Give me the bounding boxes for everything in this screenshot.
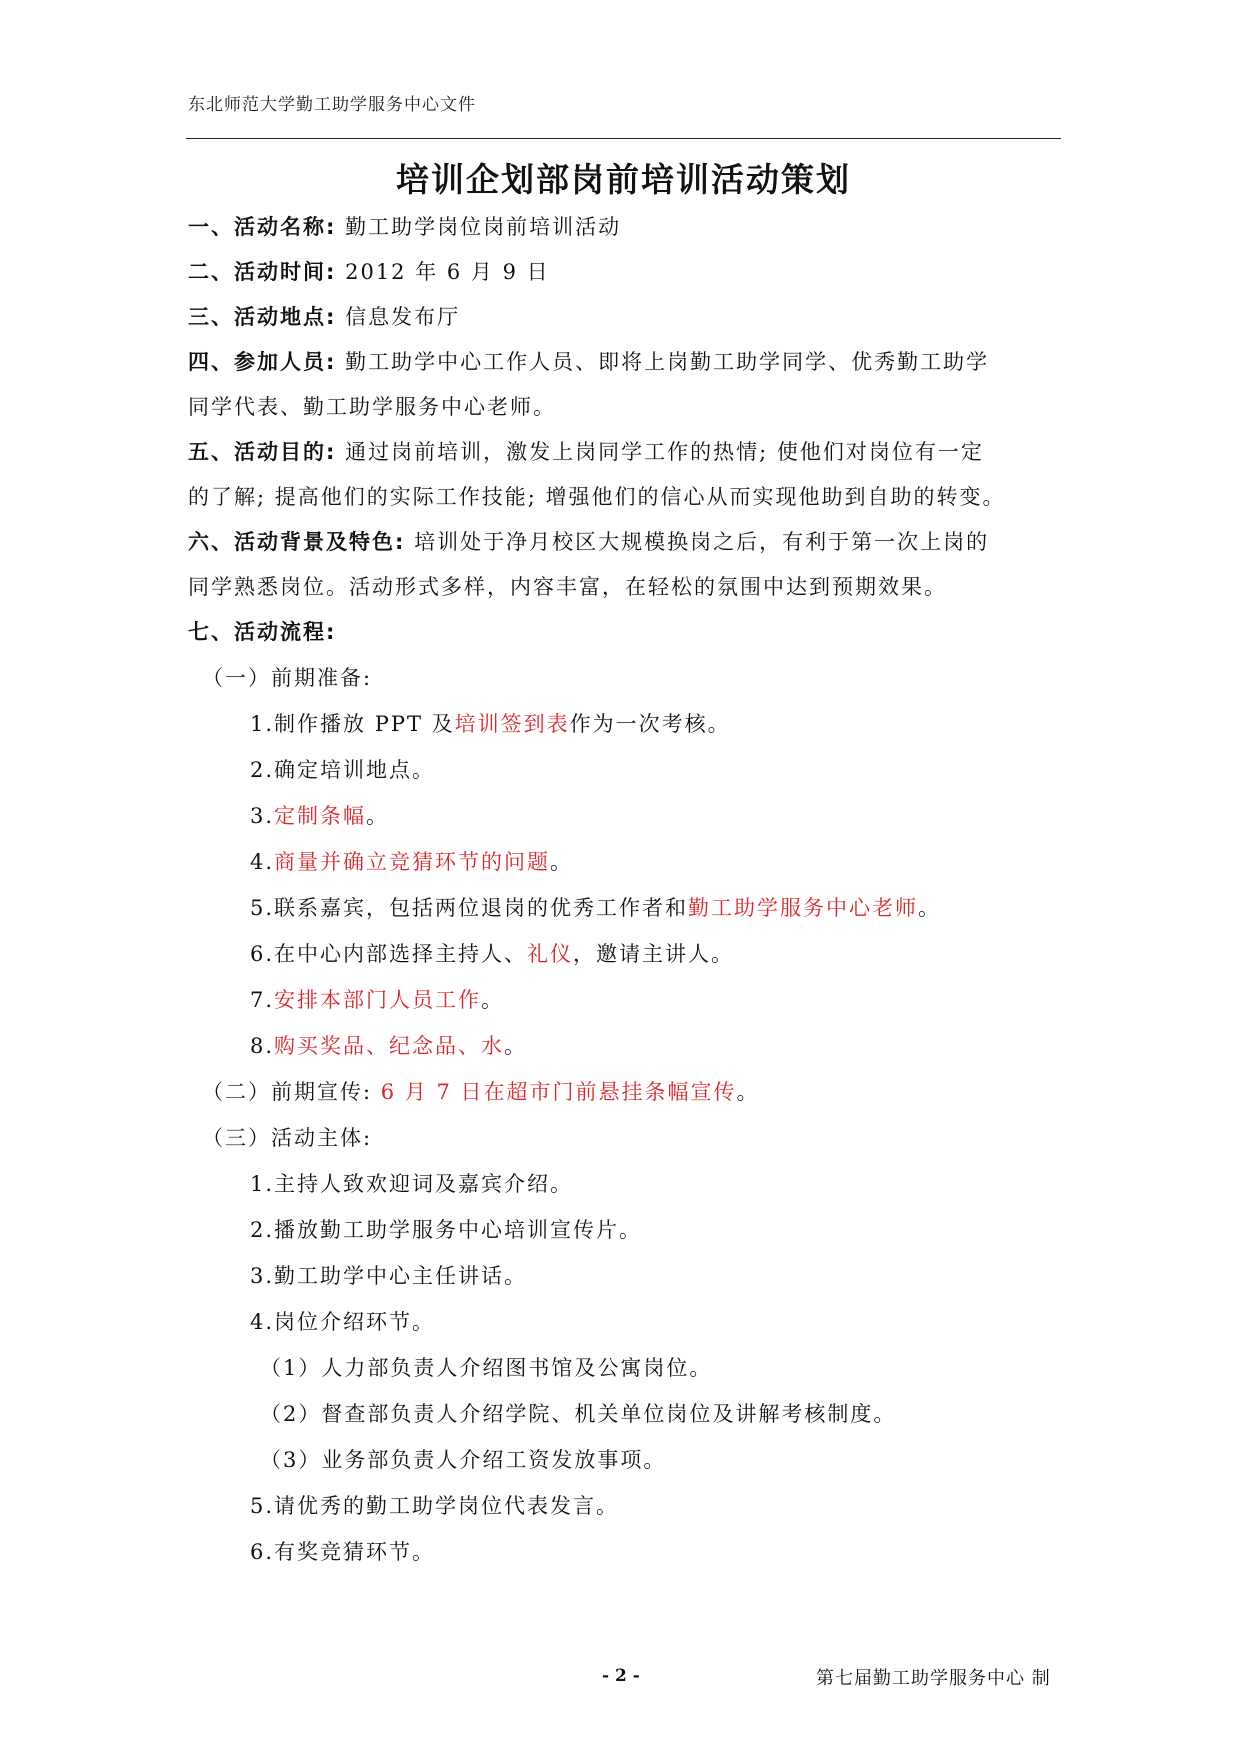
main-item-1: 1.主持人致欢迎词及嘉宾介绍。 (250, 1172, 574, 1196)
main-item-3: 3.勤工助学中心主任讲话。 (250, 1264, 528, 1288)
section-text-cont: 的了解; 提高他们的实际工作技能; 增强他们的信心从而实现他助到自助的转变。 (188, 485, 1006, 509)
section-text: 培训处于净月校区大规模换岗之后，有利于第一次上岗的 (414, 530, 990, 554)
section-text-cont: 同学代表、勤工助学服务中心老师。 (188, 395, 556, 419)
section-participants (188, 340, 1058, 430)
section-key: 三、活动地点: (188, 305, 337, 329)
section-text: 勤工助学岗位岗前培训活动 (345, 215, 622, 239)
section-activity-place (188, 295, 1058, 340)
main-item-4: 4.岗位介绍环节。 (250, 1310, 436, 1334)
section-key: 七、活动流程: (188, 620, 337, 644)
prep-item-1: 1.制作播放 PPT 及培训签到表作为一次考核。 (250, 712, 731, 736)
prep-item-4: 4.商量并确立竞猜环节的问题。 (250, 850, 574, 874)
page-number: - 2 - (602, 1666, 640, 1686)
header-rule (186, 138, 1061, 139)
prep-item-2: 2.确定培训地点。 (250, 758, 436, 782)
section-key: 六、活动背景及特色: (188, 530, 406, 554)
main-heading: （三）活动主体: (202, 1126, 373, 1150)
main-item-6: 6.有奖竞猜环节。 (250, 1540, 436, 1564)
main-item-4-sub-2: （2）督查部负责人介绍学院、机关单位岗位及讲解考核制度。 (260, 1402, 897, 1426)
section-activity-name (188, 205, 1058, 250)
footer-maker: 第七届勤工助学服务中心 制 (816, 1668, 1051, 1689)
section-background (188, 520, 1058, 610)
section-text-cont: 同学熟悉岗位。活动形式多样，内容丰富，在轻松的氛围中达到预期效果。 (188, 575, 947, 599)
section-key: 二、活动时间: (188, 260, 337, 284)
main-item-4-sub-3: （3）业务部负责人介绍工资发放事项。 (260, 1448, 667, 1472)
document-body (188, 205, 1058, 1575)
section-text: 信息发布厅 (345, 305, 461, 329)
section-purpose (188, 430, 1058, 520)
section-text: 2012 年 6 月 9 日 (345, 260, 550, 284)
section-key: 四、参加人员: (188, 350, 337, 374)
promo-heading: （二）前期宣传: 6 月 7 日在超市门前悬挂条幅宣传。 (202, 1080, 760, 1104)
main-item-5: 5.请优秀的勤工助学岗位代表发言。 (250, 1494, 620, 1518)
prep-item-5: 5.联系嘉宾，包括两位退岗的优秀工作者和勤工助学服务中心老师。 (250, 896, 942, 920)
document-header: 东北师范大学勤工助学服务中心文件 (188, 95, 476, 115)
section-text: 勤工助学中心工作人员、即将上岗勤工助学同学、优秀勤工助学 (345, 350, 990, 374)
section-text: 通过岗前培训，激发上岗同学工作的热情; 使他们对岗位有一定 (345, 440, 984, 464)
section-flow (188, 610, 1058, 655)
prep-heading: （一）前期准备: (202, 666, 373, 690)
prep-item-8: 8.购买奖品、纪念品、水。 (250, 1034, 528, 1058)
main-item-2: 2.播放勤工助学服务中心培训宣传片。 (250, 1218, 643, 1242)
prep-item-6: 6.在中心内部选择主持人、礼仪，邀请主讲人。 (250, 942, 735, 966)
main-item-4-sub-1: （1）人力部负责人介绍图书馆及公寓岗位。 (260, 1356, 713, 1380)
prep-item-7: 7.安排本部门人员工作。 (250, 988, 505, 1012)
section-key: 五、活动目的: (188, 440, 337, 464)
section-key: 一、活动名称: (188, 215, 337, 239)
section-activity-time (188, 250, 1058, 295)
page-title: 培训企划部岗前培训活动策划 (396, 160, 851, 199)
prep-item-3: 3.定制条幅。 (250, 804, 390, 828)
